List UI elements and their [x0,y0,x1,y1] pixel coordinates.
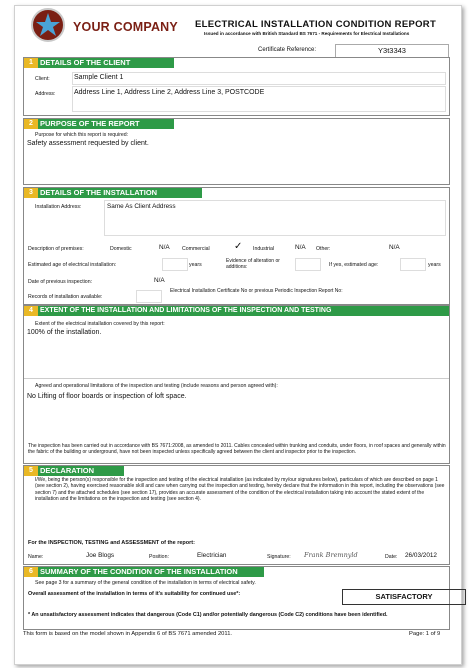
footer-note: This form is based on the model shown in Appendix 6 of BS 7671 amended 2011. [23,631,233,637]
section-client [23,57,450,116]
limitations-label: Agreed and operational limitations of the inspection and testing (include reasons and person agreed with): [35,383,278,389]
section-title: DECLARATION [40,466,95,475]
report-title: ELECTRICAL INSTALLATION CONDITION REPORT [195,19,437,30]
section-installation: 3 DETAILS OF THE INSTALLATION Installation Address: Same As Client Address Description of premises: Domestic N/A Commercial ✓ Industrial N/A Other: N/A Estimated age of electrical installation: years Evidence of alteration or additions: If yes, estimated age: years Date of previous inspection: N/A Records of installation available: Electrical Installation Certificate No or previous Periodic Inspection Report No: [23,187,450,305]
signature-image[interactable]: Frank Bremnyld [304,551,358,559]
cert-ref-field[interactable]: Y3t3343 [335,44,449,58]
covered-field[interactable]: 100% of the installation. [27,329,102,336]
assessment-result[interactable]: SATISFACTORY [342,589,466,605]
section-title: SUMMARY OF THE CONDITION OF THE INSTALLATION [40,567,238,576]
section-title: DETAILS OF THE INSTALLATION [40,188,158,197]
summary-note: * An unsatisfactory assessment indicates that dangerous (Code C1) and/or potentially dangerous (Code C2) conditions have been identified. [28,612,388,618]
address-field[interactable]: Address Line 1, Address Line 2, Address Line 3, POSTCODE [74,89,265,96]
section-header: 5 DECLARATION [24,466,124,476]
declaration-text: I/We, being the person(s) responsible for the inspection and testing of the electrical installation (as indicated by my/our signatures below), particulars of which are described on page 1 (see section 2), having exercised reasonable skill and care when carrying out the inspection and testing, hereby declare that the information in this report, including the observations (see section 7) and the attached schedules (see section 17), provides an accurate assessment of the condition of the electrical installation taking into account the stated extent of the installation and the limitations on the inspection and testing (see section 4). [35,477,445,502]
age-label: Estimated age of electrical installation: [28,262,117,268]
report-page [14,5,462,665]
section-header: 6 SUMMARY OF THE CONDITION OF THE INSTALLATION [24,567,264,577]
name-field[interactable]: Joe Blogs [86,552,115,559]
purpose-field[interactable]: Safety assessment requested by client. [27,140,149,147]
alteration-label: Evidence of alteration or additions: [226,258,280,271]
est-age-field[interactable] [400,258,426,271]
position-field[interactable]: Electrician [197,552,227,559]
date-label: Date: [385,554,398,560]
inspection-note: The inspection has been carried out in accordance with BS 7671:2008, as amended to 2011. Cables concealed within trunking and conduits, under floors, in roof spaces and generally within the fabric of the building or underground, have not been inspected unless specifically agreed between the client and inspector prior to the inspection. [28,443,446,456]
section-extent [23,305,450,464]
signature-label: Signature: [267,554,291,560]
company-name: YOUR COMPANY [73,20,178,34]
previous-inspection-field[interactable]: N/A [154,277,165,284]
address-label: Address: [35,91,56,97]
for-label: For the INSPECTION, TESTING and ASSESSMENT of the report: [28,540,195,546]
section-title: EXTENT OF THE INSTALLATION AND LIMITATIONS OF THE INSPECTION AND TESTING [40,307,332,314]
section-declaration [23,465,450,565]
date-field[interactable]: 26/03/2012 [405,552,437,559]
client-label: Client: [35,76,50,82]
summary-see-text: See page 3 for a summary of the general condition of the installation in terms of electrical safety. [35,580,256,586]
installation-address-label: Installation Address: [35,204,82,210]
age-field[interactable] [162,258,188,271]
commercial-check-icon[interactable]: ✓ [234,241,243,252]
position-label: Position: [149,554,169,560]
report-subtitle: Issued in accordance with British Standard BS 7671 - Requirements for Electrical Installations [204,31,410,36]
cert-ref-label: Certificate Reference: [258,47,317,53]
previous-inspection-label: Date of previous inspection: [28,279,93,285]
section-summary [23,566,450,630]
alteration-field[interactable] [295,258,321,271]
section-header: 4 EXTENT OF THE INSTALLATION AND LIMITATIONS OF THE INSPECTION AND TESTING [24,306,449,316]
est-age-label: If yes, estimated age: [329,262,379,268]
company-logo-icon [31,8,65,42]
divider [24,378,449,379]
section-header: 2 PURPOSE OF THE REPORT [24,119,174,129]
cert-no-label: Electrical Installation Certificate No or previous Periodic Inspection Report No: [170,288,343,294]
purpose-label: Purpose for which this report is required: [35,132,129,138]
records-label: Records of installation available: [28,294,103,300]
covered-label: Extent of the electrical installation covered by this report: [35,321,165,327]
industrial-field[interactable]: N/A [295,244,306,251]
section-header: 1 DETAILS OF THE CLIENT [24,58,174,68]
section-header: 3 DETAILS OF THE INSTALLATION [24,188,202,198]
overall-label: Overall assessment of the installation in terms of it's suitability for continued use*: [28,591,241,597]
installation-address-field[interactable]: Same As Client Address [107,203,176,210]
records-field[interactable] [136,290,162,303]
domestic-field[interactable]: N/A [159,244,170,251]
name-label: Name: [28,554,44,560]
section-title: DETAILS OF THE CLIENT [40,58,131,67]
other-field[interactable]: N/A [389,244,400,251]
limitations-field[interactable]: No Lifting of floor boards or inspection of loft space. [27,393,187,400]
client-field[interactable]: Sample Client 1 [74,74,124,81]
section-title: PURPOSE OF THE REPORT [40,119,140,128]
page-number: Page: 1 of 9 [409,631,441,637]
section-purpose [23,118,450,185]
premises-label: Description of premises: [28,246,84,252]
